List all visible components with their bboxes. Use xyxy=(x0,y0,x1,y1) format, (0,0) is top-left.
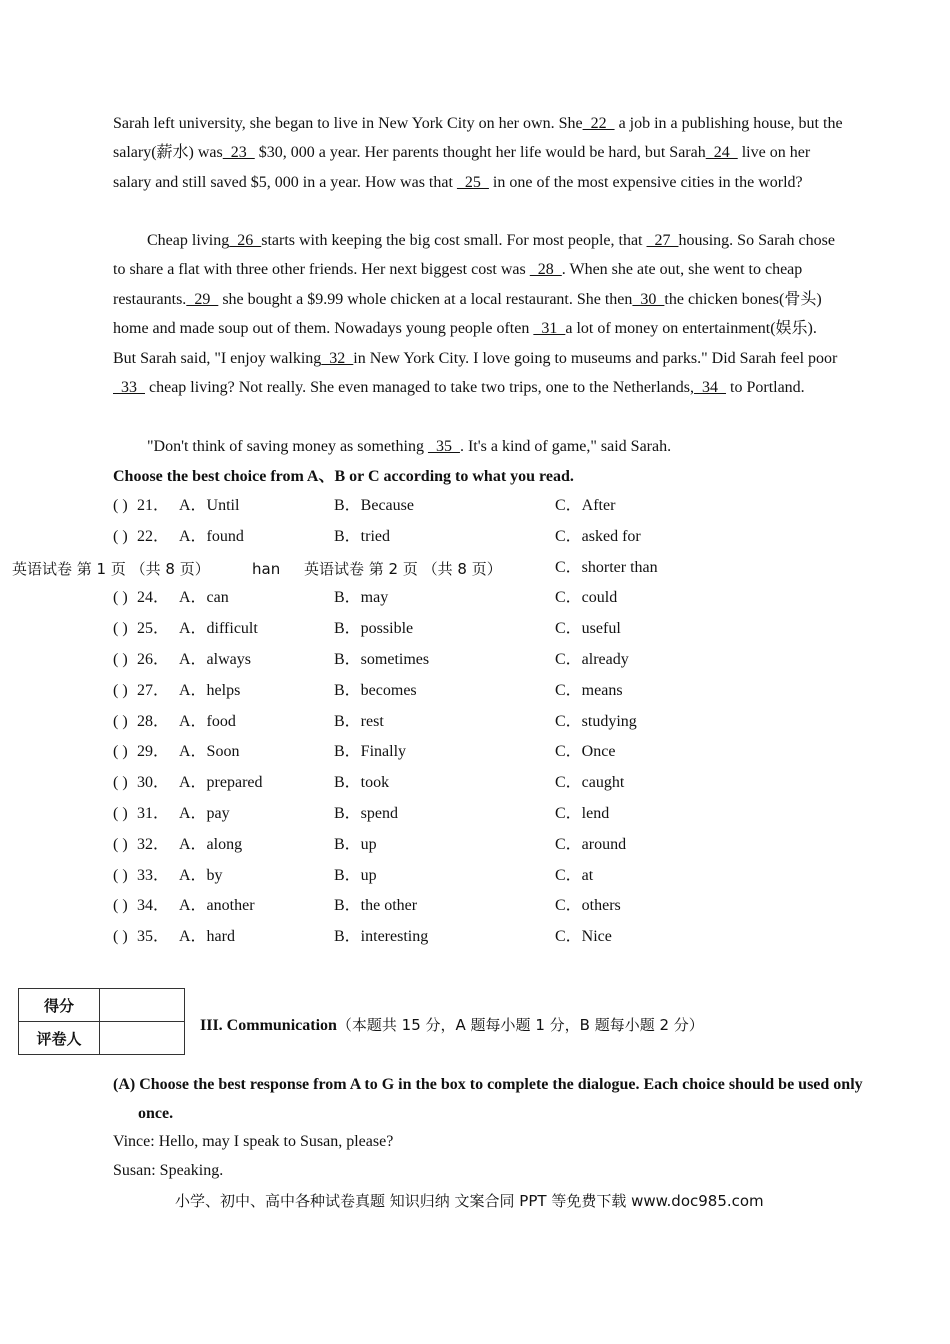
answer-paren[interactable]: ( ) xyxy=(113,743,128,761)
question-row xyxy=(113,494,833,518)
answer-paren[interactable]: ( ) xyxy=(113,712,128,730)
passage-text: . It's a kind of game," said Sarah. xyxy=(459,438,672,455)
section-note: （本题共 15 分，A 题每小题 1 分，B 题每小题 2 分） xyxy=(336,1016,704,1034)
dialogue-line-1: Vince: Hello, may I speak to Susan, please? xyxy=(113,1133,394,1150)
overlay-fragment: han xyxy=(252,560,281,578)
passage-text: Cheap living xyxy=(147,232,230,249)
question-row xyxy=(113,525,833,549)
cloze-blank: 26 xyxy=(229,232,262,249)
passage-text: cheap living? Not really. She even managed to take two trips, one to the Netherlands, xyxy=(145,379,695,397)
option-a: A．another xyxy=(179,897,255,915)
option-a: A．always xyxy=(179,651,251,668)
question-number: 27． xyxy=(137,681,170,699)
cloze-blank: 33 xyxy=(113,379,145,397)
option-b: B．becomes xyxy=(334,681,417,699)
question-number: 28． xyxy=(137,712,170,730)
option-b: B．took xyxy=(334,774,390,792)
cloze-blank: 23 xyxy=(222,144,255,162)
question-row xyxy=(113,740,833,764)
answer-paren[interactable]: ( ) xyxy=(113,897,128,915)
answer-paren[interactable]: ( ) xyxy=(113,589,128,607)
option-c: C．at xyxy=(555,866,594,884)
option-a: A．hard xyxy=(179,928,235,946)
question-number: 31． xyxy=(137,805,170,822)
passage-text: . When she ate out, she went to cheap restaurants. xyxy=(113,261,803,308)
answer-paren[interactable]: ( ) xyxy=(113,835,128,853)
question-number: 21． xyxy=(137,497,170,514)
answer-paren[interactable]: ( ) xyxy=(113,866,128,884)
option-b: B．up xyxy=(334,866,377,884)
option-b: B．interesting xyxy=(334,928,429,946)
page-1-footer: 英语试卷 第 1 页 （共 8 页） xyxy=(12,560,210,578)
option-c: C．useful xyxy=(555,620,621,638)
option-b: B．tried xyxy=(334,527,390,545)
cloze-blank: 35 xyxy=(427,438,460,455)
question-row xyxy=(113,771,833,795)
cloze-blank: 32 xyxy=(321,349,354,367)
question-number: 30． xyxy=(137,774,170,792)
question-number: 29． xyxy=(137,743,170,761)
option-c: C．others xyxy=(555,897,621,915)
option-b: B．Because xyxy=(334,497,414,514)
cloze-blank: 28 xyxy=(529,261,562,279)
cloze-blank: 27 xyxy=(646,232,679,249)
answer-paren[interactable]: ( ) xyxy=(113,928,128,946)
passage-text: the chicken bones(骨头) home and made soup out of them. Nowadays young people often xyxy=(113,290,822,338)
answer-paren[interactable]: ( ) xyxy=(113,774,128,792)
question-row xyxy=(113,617,833,641)
score-label: 得分 xyxy=(19,989,100,1022)
passage-paragraph-3 xyxy=(113,432,843,461)
score-cell[interactable] xyxy=(100,989,185,1022)
passage-text: starts with keeping the big cost small. For most people, that xyxy=(261,232,647,249)
question-row xyxy=(113,679,833,703)
question-number: 24． xyxy=(137,589,170,607)
section-heading: III. Communication xyxy=(200,1017,337,1034)
cloze-blank: 22 xyxy=(582,115,615,132)
cloze-blank: 29 xyxy=(186,290,219,308)
answer-paren[interactable]: ( ) xyxy=(113,805,128,822)
passage-text: a lot of money on entertainment(娱乐). But Sarah said, "I enjoy walking xyxy=(113,320,817,367)
option-c: C．lend xyxy=(555,805,610,822)
option-b: B．up xyxy=(334,835,377,853)
section-title xyxy=(200,1014,704,1035)
option-b: B．the other xyxy=(334,897,418,915)
option-a: A．along xyxy=(179,835,243,853)
question-row xyxy=(113,833,833,857)
answer-paren[interactable]: ( ) xyxy=(113,620,128,638)
option-c: C．could xyxy=(555,589,618,607)
option-c: C．around xyxy=(555,835,627,853)
option-a: A．prepared xyxy=(179,774,263,792)
passage-text: a job in a publishing house, but the salary(薪水) was xyxy=(113,115,843,162)
grader-cell[interactable] xyxy=(100,1022,185,1055)
question-number: 32． xyxy=(137,835,170,853)
option-b: B．possible xyxy=(334,620,414,638)
option-a: A．found xyxy=(179,527,244,545)
dialogue-line-2: Susan: Speaking. xyxy=(113,1162,224,1179)
question-number: 35． xyxy=(137,928,170,946)
option-a: A．Until xyxy=(179,497,240,514)
passage-text: in New York City. I love going to museums and parks." Did Sarah feel poor xyxy=(353,349,838,367)
answer-paren[interactable]: ( ) xyxy=(113,681,128,699)
option-a: A．helps xyxy=(179,681,241,699)
option-b: B．rest xyxy=(334,712,384,730)
question-row xyxy=(113,710,833,734)
question-number: 34． xyxy=(137,897,170,915)
grader-label: 评卷人 xyxy=(19,1022,100,1055)
option-a: A．difficult xyxy=(179,620,258,638)
option-b: B．spend xyxy=(334,805,399,822)
cloze-instruction: Choose the best choice from A、B or C according to what you read. xyxy=(113,468,574,485)
option-c: C．studying xyxy=(555,712,637,730)
answer-paren[interactable]: ( ) xyxy=(113,651,128,668)
passage-text: housing. So Sarah chose to share a flat with three other friends. Her next biggest cost was xyxy=(113,232,835,279)
answer-paren[interactable]: ( ) xyxy=(113,527,128,545)
passage-text: $30, 000 a year. Her parents thought her life would be hard, but Sarah xyxy=(254,144,706,162)
option-a: A．Soon xyxy=(179,743,240,761)
option-a: A．by xyxy=(179,866,223,884)
option-c: C．caught xyxy=(555,774,625,792)
cloze-blank: 31 xyxy=(533,320,566,338)
page-2-footer: 英语试卷 第 2 页 （共 8 页） xyxy=(304,560,502,578)
question-number: 25． xyxy=(137,620,170,638)
option-c: C．Once xyxy=(555,743,616,761)
question-row xyxy=(113,586,833,610)
cloze-blank: 24 xyxy=(705,144,738,162)
part-a-instruction: (A) Choose the best response from A to G in the box to complete the dialogue. Each choice should be used only once. xyxy=(113,1076,863,1122)
option-a: A．can xyxy=(179,589,229,607)
question-row xyxy=(113,648,833,672)
question-number: 33． xyxy=(137,866,170,884)
option-b: B．may xyxy=(334,589,389,607)
page-footer-overlay xyxy=(12,556,528,582)
option-b: B．Finally xyxy=(334,743,407,761)
option-c: C．After xyxy=(555,497,616,514)
cloze-blank: 25 xyxy=(456,173,489,191)
passage-text: live on her salary and still saved $5, 000 in a year. How was that xyxy=(113,144,811,191)
answer-paren[interactable]: ( ) xyxy=(113,497,128,514)
option-c: C．shorter than xyxy=(555,558,658,576)
passage-paragraph-1 xyxy=(113,109,843,197)
passage-paragraph-2 xyxy=(113,226,843,402)
score-table xyxy=(18,988,185,1055)
option-a: A．food xyxy=(179,712,236,730)
question-number: 26． xyxy=(137,651,170,668)
passage-text: to Portland. xyxy=(726,379,805,397)
passage-text: she bought a $9.99 whole chicken at a local restaurant. She then xyxy=(218,290,633,308)
option-c: C．asked for xyxy=(555,527,641,545)
passage-text: "Don't think of saving money as something xyxy=(147,438,428,455)
question-row xyxy=(113,925,833,949)
option-b: B．sometimes xyxy=(334,651,430,668)
option-c: C．means xyxy=(555,681,623,699)
site-footer: 小学、初中、高中各种试卷真题 知识归纳 文案合同 PPT 等免费下载 www.doc985.com xyxy=(175,1192,764,1210)
question-row xyxy=(113,802,833,826)
question-row xyxy=(113,864,833,888)
cloze-blank: 30 xyxy=(632,290,665,308)
question-number: 22． xyxy=(137,527,170,545)
option-c: C．Nice xyxy=(555,928,612,946)
passage-text: in one of the most expensive cities in the world? xyxy=(488,173,803,191)
cloze-blank: 34 xyxy=(694,379,727,397)
option-c: C．already xyxy=(555,651,629,668)
option-a: A．pay xyxy=(179,805,230,822)
passage-text: Sarah left university, she began to live in New York City on her own. She xyxy=(113,115,583,132)
question-row xyxy=(113,894,833,918)
